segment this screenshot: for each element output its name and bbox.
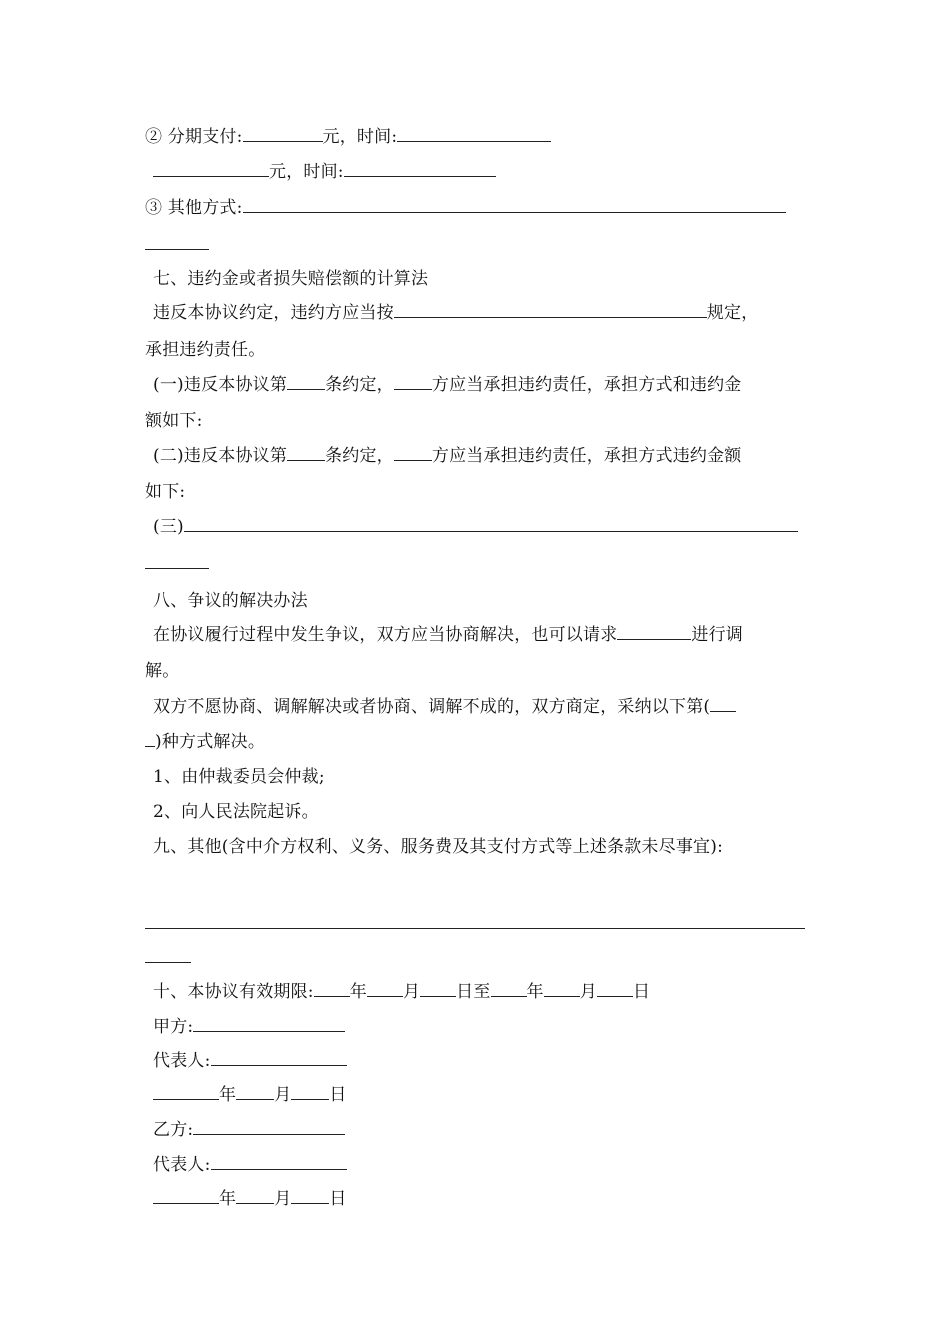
rep-b-label: 代表人: — [153, 1155, 211, 1175]
other-method-blank-cont[interactable] — [145, 234, 209, 250]
section8-p1-text-b: 进行调 — [691, 625, 744, 645]
rep-b-line — [153, 1154, 347, 1176]
item2-text-b: 条约定， — [325, 446, 394, 466]
time-blank-2[interactable] — [344, 161, 496, 177]
other-method-label: ③ 其他方式: — [145, 198, 243, 218]
item1-clause-blank[interactable] — [287, 374, 325, 390]
section8-p2-text: 双方不愿协商、调解解决或者协商、调解不成的，双方商定，采纳以下第( — [153, 697, 711, 717]
installment-label: ② 分期支付: — [145, 127, 243, 147]
item3-blank-cont[interactable] — [145, 553, 209, 569]
section8-p2-text-b: )种方式解决。 — [155, 732, 266, 752]
party-b-label: 乙方: — [153, 1120, 194, 1140]
section10-validity — [153, 981, 650, 1003]
item1-text-c: 方应当承担违约责任，承担方式和违约金 — [431, 375, 742, 395]
section8-p1-cont: 解。 — [145, 661, 180, 681]
section8-option1: 1、由仲裁委员会仲裁; — [153, 767, 325, 787]
section7-intro-text-b: 规定， — [706, 303, 759, 323]
item2-text-c: 方应当承担违约责任，承担方式违约金额 — [431, 446, 742, 466]
year-label-a: 年 — [219, 1085, 237, 1105]
date-b-month-blank[interactable] — [236, 1188, 274, 1204]
month-label-2: 月 — [579, 982, 597, 1002]
end-year-blank[interactable] — [491, 981, 527, 997]
item3-blank[interactable] — [184, 516, 798, 532]
rep-a-line — [153, 1050, 347, 1072]
other-method-line-cont — [145, 234, 209, 256]
section8-p2-cont — [145, 731, 265, 753]
year-label: 年 — [349, 982, 367, 1002]
party-a-label: 甲方: — [153, 1017, 194, 1037]
section9-title: 九、其他(含中介方权利、义务、服务费及其支付方式等上述条款未尽事宜): — [153, 837, 723, 857]
section8-p1 — [153, 624, 743, 646]
start-month-blank[interactable] — [367, 981, 403, 997]
section7-item3 — [153, 516, 798, 538]
day-label-b: 日 — [329, 1189, 347, 1209]
date-a-year-blank[interactable] — [153, 1084, 219, 1100]
party-b-blank[interactable] — [193, 1119, 345, 1135]
section9-blank[interactable] — [145, 913, 805, 929]
day-to-label: 日至 — [456, 982, 491, 1002]
date-a-month-blank[interactable] — [236, 1084, 274, 1100]
section10-title: 十、本协议有效期限: — [153, 982, 314, 1002]
time-blank-1[interactable] — [397, 126, 551, 142]
rule-blank[interactable] — [394, 302, 707, 318]
other-method-line — [145, 197, 786, 219]
section7-item3-cont — [145, 553, 209, 575]
end-month-blank[interactable] — [544, 981, 580, 997]
section7-item1 — [153, 374, 742, 396]
item2-text-a: (二)违反本协议第 — [153, 446, 288, 466]
section7-item2 — [153, 445, 742, 467]
section9-blank-line-cont — [145, 947, 191, 969]
month-label-a: 月 — [274, 1085, 292, 1105]
section7-item2-cont: 如下: — [145, 482, 186, 502]
end-day-blank[interactable] — [597, 981, 633, 997]
start-year-blank[interactable] — [314, 981, 350, 997]
date-a-day-blank[interactable] — [291, 1084, 329, 1100]
mediator-blank[interactable] — [617, 624, 691, 640]
installment-line-2 — [153, 161, 496, 183]
date-b-day-blank[interactable] — [291, 1188, 329, 1204]
date-b-line — [153, 1188, 347, 1210]
item1-text-a: (一)违反本协议第 — [153, 375, 288, 395]
section8-title: 八、争议的解决办法 — [153, 591, 308, 611]
item1-text-b: 条约定， — [325, 375, 394, 395]
party-b-line — [153, 1119, 345, 1141]
day-label-2: 日 — [632, 982, 651, 1002]
amount-blank-2[interactable] — [153, 161, 269, 177]
item3-text: (三) — [153, 517, 184, 537]
rep-a-blank[interactable] — [211, 1050, 347, 1066]
item2-clause-blank[interactable] — [287, 445, 325, 461]
year-label-b: 年 — [219, 1189, 237, 1209]
yuan-time-label: 元，时间: — [322, 127, 398, 147]
option-blank-cont[interactable] — [145, 731, 155, 747]
installment-line — [145, 126, 551, 148]
other-method-blank[interactable] — [243, 197, 786, 213]
section7-title: 七、违约金或者损失赔偿额的计算法 — [153, 269, 429, 289]
section7-intro-text: 违反本协议约定，违约方应当按 — [153, 303, 394, 323]
section8-option2: 2、向人民法院起诉。 — [153, 802, 319, 822]
rep-a-label: 代表人: — [153, 1051, 211, 1071]
month-label: 月 — [402, 982, 421, 1002]
month-label-b: 月 — [274, 1189, 292, 1209]
day-label-a: 日 — [329, 1085, 347, 1105]
rep-b-blank[interactable] — [211, 1154, 347, 1170]
item2-party-blank[interactable] — [394, 445, 432, 461]
yuan-time-label-2: 元，时间: — [269, 162, 344, 182]
party-a-blank[interactable] — [193, 1016, 345, 1032]
date-a-line — [153, 1084, 347, 1106]
section8-p1-text: 在协议履行过程中发生争议，双方应当协商解决，也可以请求 — [153, 625, 618, 645]
option-blank[interactable] — [710, 696, 736, 712]
year-label-2: 年 — [526, 982, 544, 1002]
item1-party-blank[interactable] — [394, 374, 432, 390]
section7-item1-cont: 额如下: — [145, 411, 203, 431]
section9-blank-line — [145, 913, 805, 935]
date-b-year-blank[interactable] — [153, 1188, 219, 1204]
amount-blank-1[interactable] — [243, 126, 323, 142]
start-day-blank[interactable] — [420, 981, 456, 997]
party-a-line — [153, 1016, 345, 1038]
section8-p2 — [153, 696, 736, 718]
section9-blank-cont[interactable] — [145, 947, 191, 963]
section7-intro — [153, 302, 758, 324]
section7-intro-cont: 承担违约责任。 — [145, 340, 266, 360]
